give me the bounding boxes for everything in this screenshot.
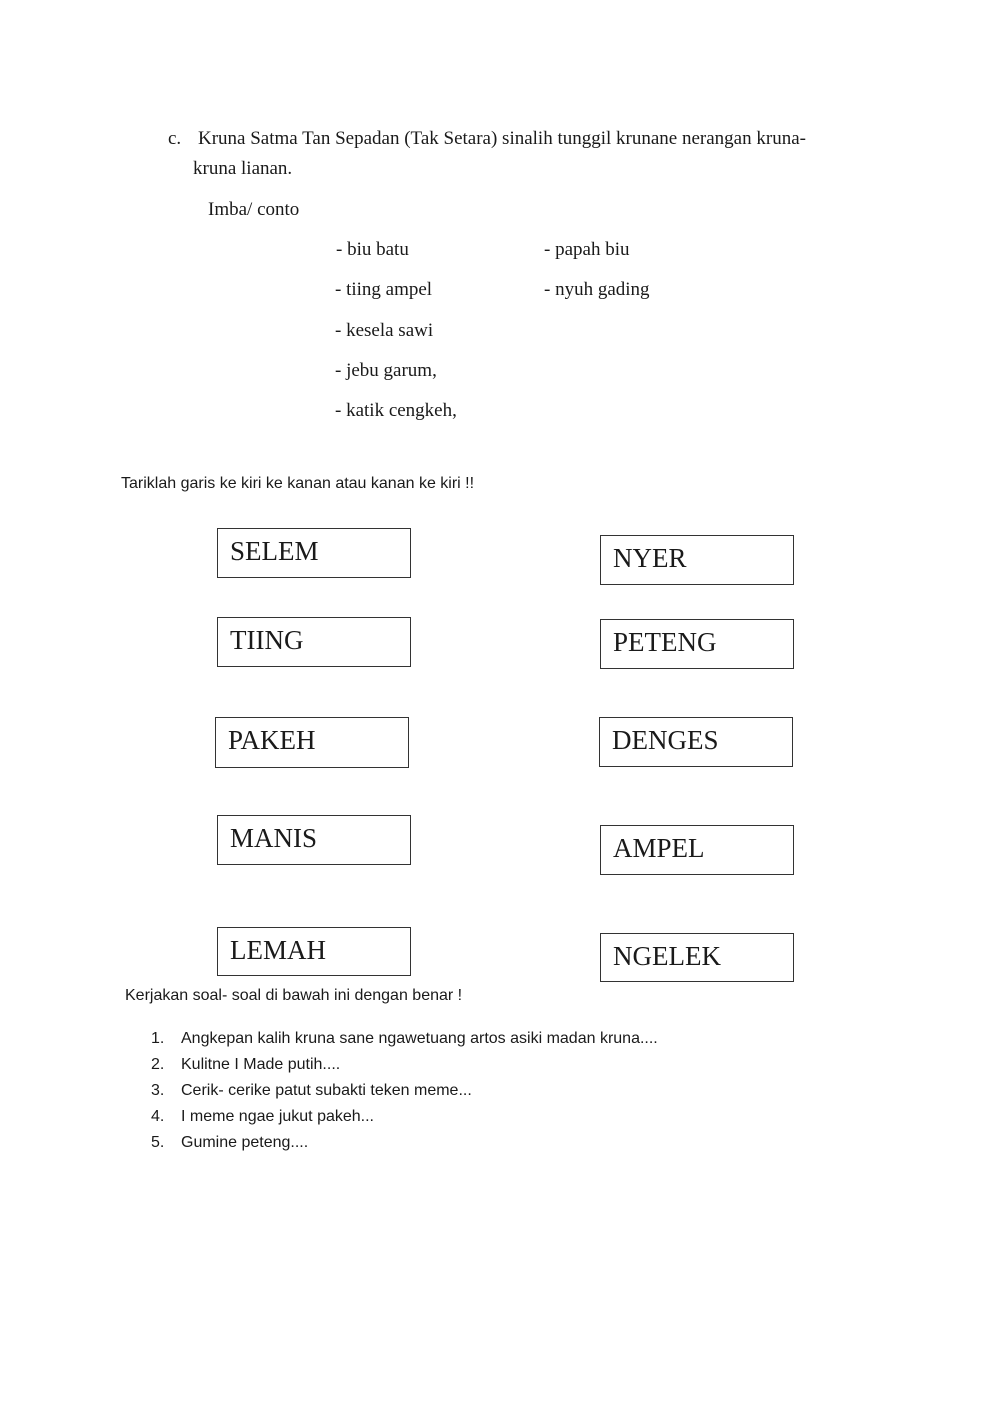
questions-list (151, 1029, 658, 1159)
question-item (151, 1107, 658, 1133)
example-left-item: - katik cengkeh, (335, 400, 457, 421)
example-right-item: - papah biu (544, 239, 630, 260)
match-right-box[interactable]: NGELEK (600, 933, 794, 982)
question-item (151, 1055, 658, 1081)
question-number: 2. (151, 1056, 165, 1073)
question-item (151, 1029, 658, 1055)
match-left-box[interactable]: TIING (217, 617, 411, 667)
match-right-box[interactable]: NYER (600, 535, 794, 585)
match-right-box[interactable]: DENGES (599, 717, 793, 767)
match-right-box[interactable]: PETENG (600, 619, 794, 669)
match-left-box[interactable]: PAKEH (215, 717, 409, 768)
example-left-item: - tiing ampel (335, 279, 433, 300)
question-number: 1. (151, 1030, 165, 1047)
question-item (151, 1081, 658, 1107)
question-text: Gumine peteng.... (181, 1134, 309, 1151)
example-label: Imba/ conto (208, 199, 300, 220)
question-text: Cerik- cerike patut subakti teken meme... (181, 1082, 472, 1099)
question-text: Kulitne I Made putih.... (181, 1056, 341, 1073)
question-number: 4. (151, 1108, 165, 1125)
match-left-box[interactable]: LEMAH (217, 927, 411, 976)
question-item (151, 1133, 658, 1159)
question-number: 5. (151, 1134, 165, 1151)
match-left-box[interactable]: SELEM (217, 528, 411, 578)
example-left-item: - kesela sawi (335, 320, 434, 341)
section-marker: c. (168, 128, 182, 149)
match-left-box[interactable]: MANIS (217, 815, 411, 865)
section-definition-line1: Kruna Satma Tan Sepadan (Tak Setara) sinalih tunggil krunane nerangan kruna- (198, 128, 806, 149)
match-right-box[interactable]: AMPEL (600, 825, 794, 875)
questions-instruction: Kerjakan soal- soal di bawah ini dengan benar ! (125, 987, 463, 1004)
question-text: I meme ngae jukut pakeh... (181, 1108, 374, 1125)
question-number: 3. (151, 1082, 165, 1099)
example-right-item: - nyuh gading (544, 279, 650, 300)
question-text: Angkepan kalih kruna sane ngawetuang artos asiki madan kruna.... (181, 1030, 658, 1047)
matching-instruction: Tariklah garis ke kiri ke kanan atau kanan ke kiri !! (121, 475, 475, 492)
example-left-item: - jebu garum, (335, 360, 437, 381)
example-left-item: - biu batu (336, 239, 409, 260)
section-definition-line2: kruna lianan. (193, 158, 293, 179)
